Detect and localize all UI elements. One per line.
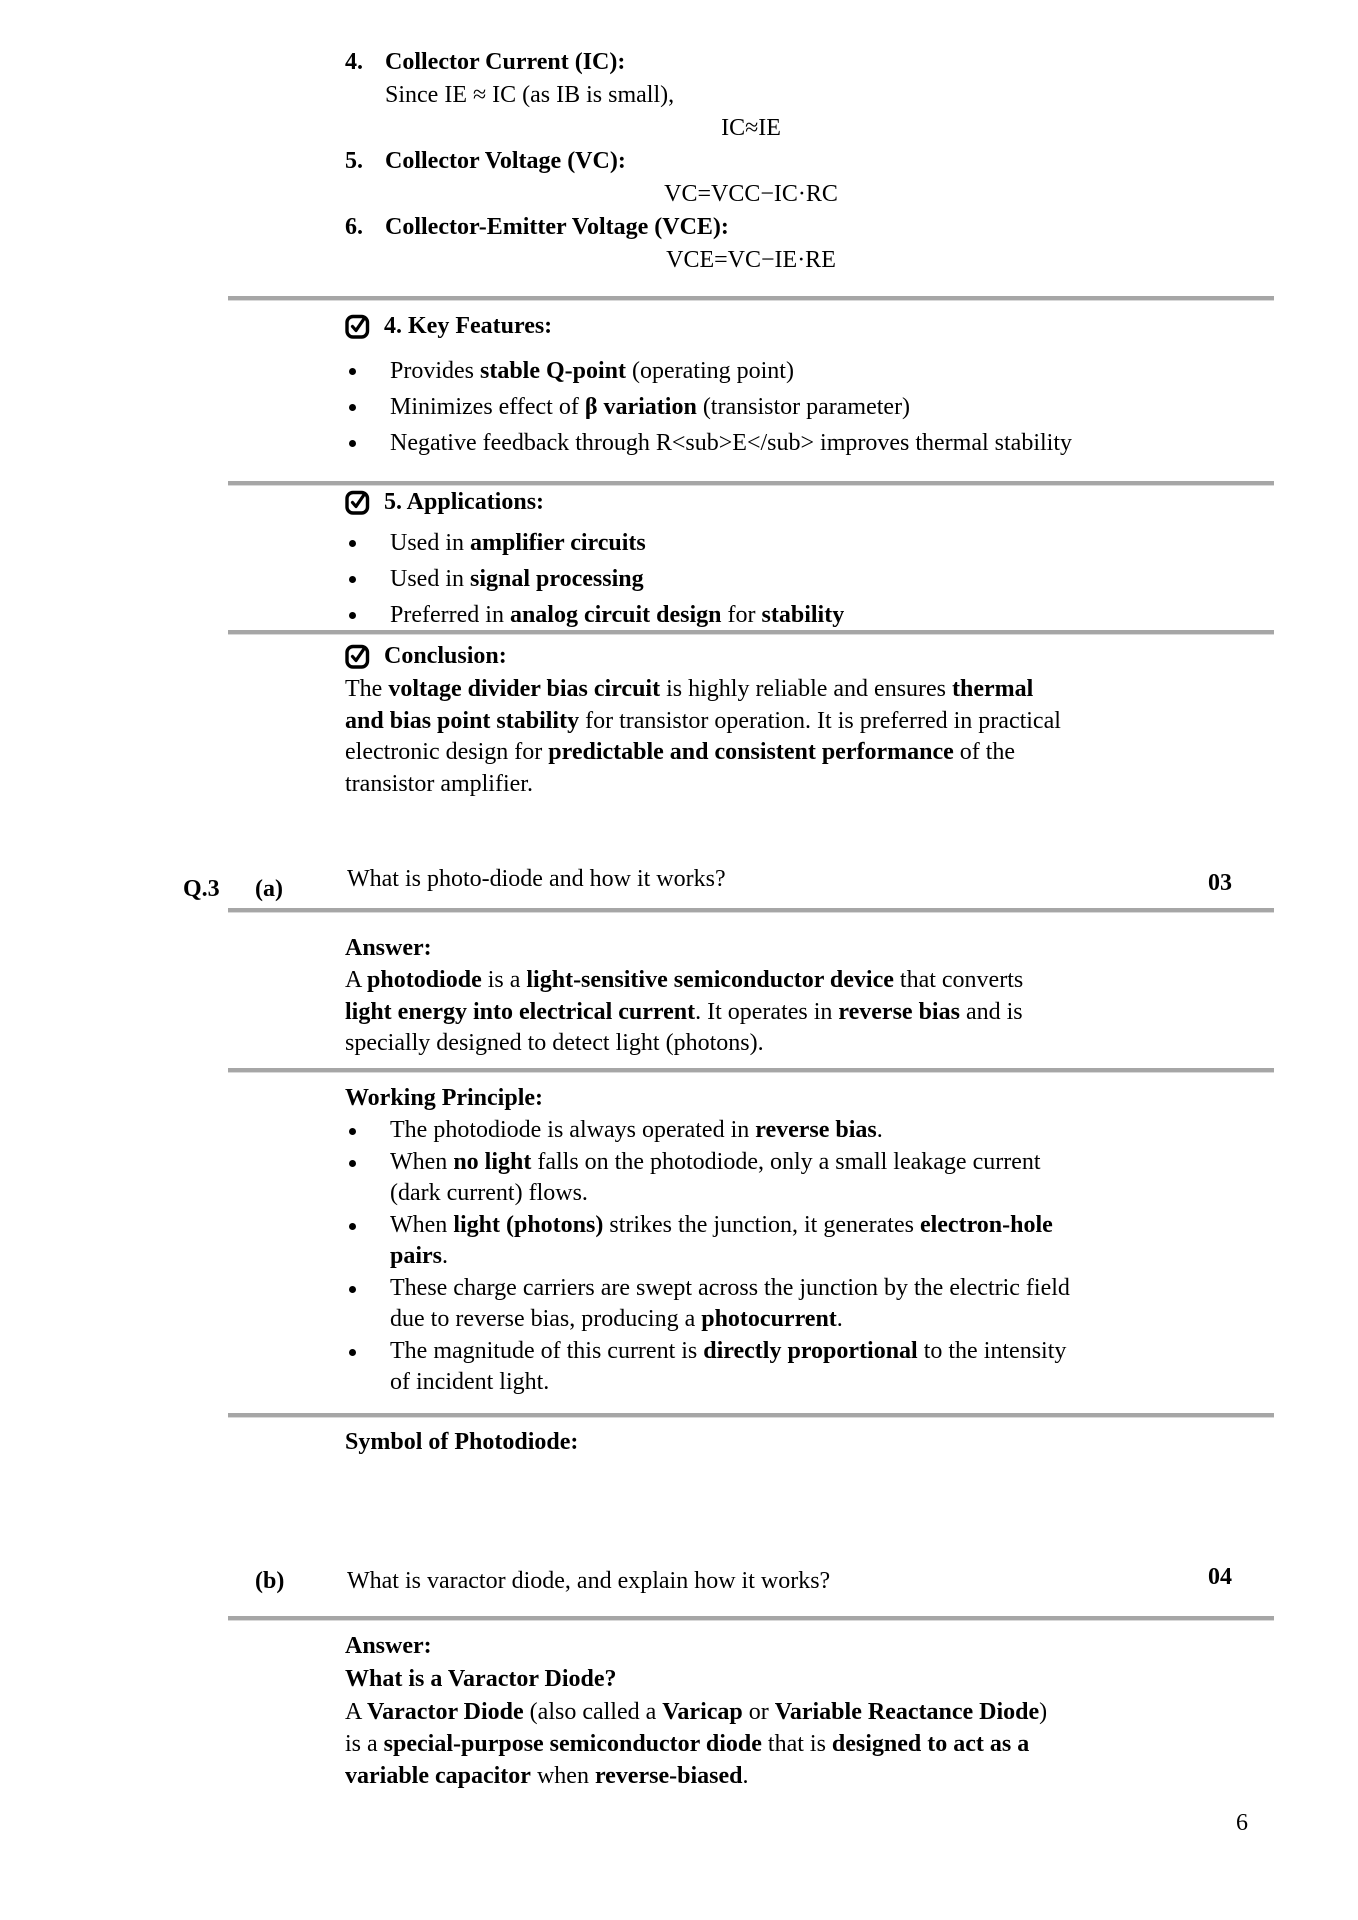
answer-b xyxy=(228,1630,1274,1792)
section-working-principle xyxy=(228,1082,1274,1399)
bullet-icon xyxy=(349,540,356,547)
bullet-icon xyxy=(349,576,356,583)
list-number: 4. xyxy=(345,49,363,75)
list-item: When light (photons) strikes the junction, it generates electron-hole pairs. xyxy=(345,1210,1274,1273)
answer-subheading: What is a Varactor Diode? xyxy=(345,1666,617,1692)
section-conclusion xyxy=(228,638,1274,800)
question-row-a xyxy=(183,864,1274,902)
bullet-icon xyxy=(349,1160,356,1167)
question-divider xyxy=(228,1616,1274,1620)
section-heading: Symbol of Photodiode: xyxy=(345,1429,579,1455)
question-marks: 04 xyxy=(1208,1564,1232,1590)
list-item: Minimizes effect of β variation (transistor parameter) xyxy=(345,391,1274,424)
checked-checkbox-icon xyxy=(345,489,371,515)
list-item: When no light falls on the photodiode, only a small leakage current (dark current) flows. xyxy=(345,1147,1274,1210)
list-item: The magnitude of this current is directly proportional to the intensity of incident light. xyxy=(345,1336,1274,1399)
answer-paragraph: A Varactor Diode (also called a Varicap or Variable Reactance Diode) is a special-purpose semiconductor diode that is designed to act as a variable capacitor when reverse-biased. xyxy=(345,1699,1048,1789)
question-number: Q.3 xyxy=(183,876,220,902)
section-key-features xyxy=(228,308,1274,460)
question-text: What is photo-diode and how it works? xyxy=(347,866,726,892)
list-number: 5. xyxy=(345,148,363,174)
numbered-list xyxy=(345,46,1175,277)
question-row-b xyxy=(228,1566,1274,1597)
bullet-icon xyxy=(349,612,356,619)
bullet-icon xyxy=(349,440,356,447)
section-heading: Working Principle: xyxy=(345,1085,543,1111)
bullet-icon xyxy=(349,1286,356,1293)
section-divider xyxy=(228,1068,1274,1072)
page-number: 6 xyxy=(1236,1810,1248,1836)
formula: IC≈IE xyxy=(721,115,781,141)
question-marks: 03 xyxy=(1208,870,1232,896)
checked-checkbox-icon xyxy=(345,313,371,339)
formula: VC=VCC−IC·RC xyxy=(664,181,838,207)
bullet-icon xyxy=(349,404,356,411)
formula: VCE=VC−IE·RE xyxy=(666,247,836,273)
list-item xyxy=(345,46,1175,145)
checked-checkbox-icon xyxy=(345,643,371,669)
conclusion-paragraph: The voltage divider bias circuit is highly reliable and ensures thermal and bias point stability for transistor operation. It is preferred in practical electronic design for predictable and consistent performance of the transistor amplifier. xyxy=(345,676,1061,797)
answer-label: Answer: xyxy=(345,1633,432,1659)
bullet-icon xyxy=(349,368,356,375)
list-item xyxy=(345,211,1175,277)
section-applications xyxy=(228,484,1274,632)
bullet-icon xyxy=(349,1128,356,1135)
list-number: 6. xyxy=(345,214,363,240)
section-heading: Conclusion: xyxy=(384,642,507,669)
answer-paragraph: A photodiode is a light-sensitive semiconductor device that converts light energy into electrical current. It operates in reverse bias and is specially designed to detect light (photons). xyxy=(345,967,1024,1056)
list-item-title: Collector Voltage (VC): xyxy=(385,148,626,174)
list-item: Negative feedback through R<sub>E</sub> improves thermal stability xyxy=(345,427,1274,460)
list-item-title: Collector-Emitter Voltage (VCE): xyxy=(385,214,729,240)
list-item-title: Collector Current (IC): xyxy=(385,49,626,75)
list-item: Provides stable Q-point (operating point) xyxy=(345,355,1274,388)
section-heading: 5. Applications: xyxy=(384,488,545,515)
list-item: These charge carriers are swept across the junction by the electric field due to reverse bias, producing a photocurrent. xyxy=(345,1273,1274,1336)
section-divider xyxy=(228,630,1274,634)
section-divider xyxy=(228,1413,1274,1417)
list-item: Preferred in analog circuit design for stability xyxy=(345,599,1274,632)
bullet-icon xyxy=(349,1223,356,1230)
question-divider xyxy=(228,908,1274,912)
list-item xyxy=(345,145,1175,211)
section-divider xyxy=(228,296,1274,300)
list-item: The photodiode is always operated in reverse bias. xyxy=(345,1115,1274,1147)
section-symbol xyxy=(228,1426,1274,1459)
list-item-note: Since IE ≈ IC (as IB is small), xyxy=(385,82,675,108)
answer-label: Answer: xyxy=(345,935,432,961)
bullet-icon xyxy=(349,1349,356,1356)
question-part-label: (b) xyxy=(255,1568,285,1594)
section-heading: 4. Key Features: xyxy=(384,312,553,339)
list-item: Used in amplifier circuits xyxy=(345,527,1274,560)
question-part-label: (a) xyxy=(255,876,283,902)
list-item: Used in signal processing xyxy=(345,563,1274,596)
question-text: What is varactor diode, and explain how it works? xyxy=(347,1568,831,1594)
answer-a xyxy=(228,932,1274,1060)
